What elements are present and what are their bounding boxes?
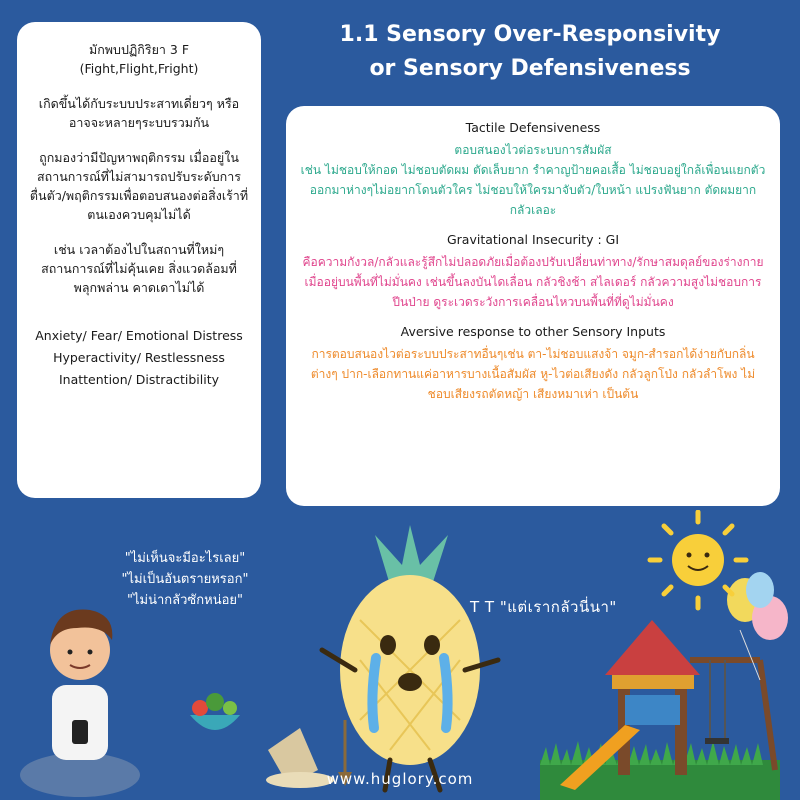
nervous-system-text: เกิดขึ้นได้กับระบบประสาทเดี่ยวๆ หรืออาจจะหลายๆระบบรวมกัน: [38, 96, 240, 130]
symptom-anxiety: Anxiety/ Fear/ Emotional Distress: [35, 328, 243, 343]
gi-body: คือความกังวล/กลัวและรู้สึกไม่ปลอดภัยเมื่อต้องปรับเปลี่ยนท่าทาง/รักษาสมดุลย์ของร่างกายเมื่ออยู่บนพื้นที่ไม่มั่นคง เช่นขึ้นลงบันไดเลื่อน กลัวชิงช้า สไลเดอร์ กลัวความสูงไม่ชอบการปีนป่าย ดูระเวดระวังการเคลื่อนไหวบนพื้นที่ที่ดูไม่มั่นคง: [302, 255, 764, 309]
quote-3: "ไม่น่ากลัวซักหน่อย": [127, 593, 243, 608]
title-line-2: or Sensory Defensiveness: [369, 56, 691, 81]
aversive-heading: Aversive response to other Sensory Inputs: [400, 324, 666, 339]
symptom-hyperactivity: Hyperactivity/ Restlessness: [53, 350, 225, 365]
quote-1: "ไม่เห็นจะมีอะไรเลย": [124, 551, 246, 566]
aversive-body: การตอบสนองไวต่อระบบประสาทอื่นๆเช่น ตา-ไม่ชอบแสงจ้า จมูก-สำรอกได้ง่ายกับกลิ่นต่างๆ ปาก-เลือกทานแค่อาหารบางเนื้อสัมผัส หู-ไวต่อเสียงดัง กลัวลูกโป่ง กลัวลำโพง ไม่ชอบเสียงรถตัดหญ้า เสียงหมาเห่า เป็นต้น: [310, 347, 756, 401]
pineapple-quote: T T "แต่เรากลัวนี่นา": [470, 598, 617, 616]
symptom-inattention: Inattention/ Distractibility: [58, 372, 220, 387]
right-info-card: [286, 106, 780, 506]
left-info-card: [17, 22, 261, 498]
boy-character-illustration: [20, 609, 140, 797]
vegetable-bowl-illustration: [190, 693, 240, 730]
quote-2: "ไม่เป็นอันตรายหรอก": [121, 572, 249, 587]
website-url[interactable]: www.huglory.com: [326, 770, 474, 788]
adult-quotes: [100, 548, 270, 611]
symptom-list: [29, 325, 249, 391]
tactile-subtitle: ตอบสนองไวต่อระบบการสัมผัส: [454, 143, 612, 157]
pineapple-character-illustration: [322, 525, 498, 790]
tactile-body: เช่น ไม่ชอบให้กอด ไม่ชอบตัดผม ตัดเล็บยาก รำคาญป้ายคอเสื้อ ไม่ชอบอยู่ใกล้เพื่อนแยกตัวออกมาห่างๆไม่อยากโดนตัวใคร ไม่ชอบให้ใครมาจับตัว/ใบหน้า แปรงฟันยาก ตัดผมยาก กลัวเลอะ: [300, 163, 766, 217]
tactile-heading: Tactile Defensiveness: [465, 120, 601, 135]
page-title: [290, 18, 770, 86]
title-line-1: 1.1 Sensory Over-Responsivity: [339, 22, 721, 47]
sun-illustration: [650, 512, 746, 608]
example-situations-text: เช่น เวลาต้องไปในสถานที่ใหม่ๆ สถานการณ์ที่ไม่คุ้นเคย สิ่งแวดล้อมที่พลุกพล่าน คาดเดาไม่ได้: [41, 242, 237, 295]
reaction-3f-text: มักพบปฏิกิริยา 3 F (Fight,Flight,Fright): [79, 42, 199, 76]
behavior-problem-text: ถูกมองว่ามีปัญหาพฤติกรรม เมื่ออยู่ในสถานการณ์ที่ไม่สามารถปรับระดับการตื่นตัว/พฤติกรรมเพื่อตอบสนองต่อสิ่งเร้าที่ตนเองควบคุมไม่ได้: [29, 150, 249, 222]
gi-heading: Gravitational Insecurity : GI: [446, 232, 619, 247]
